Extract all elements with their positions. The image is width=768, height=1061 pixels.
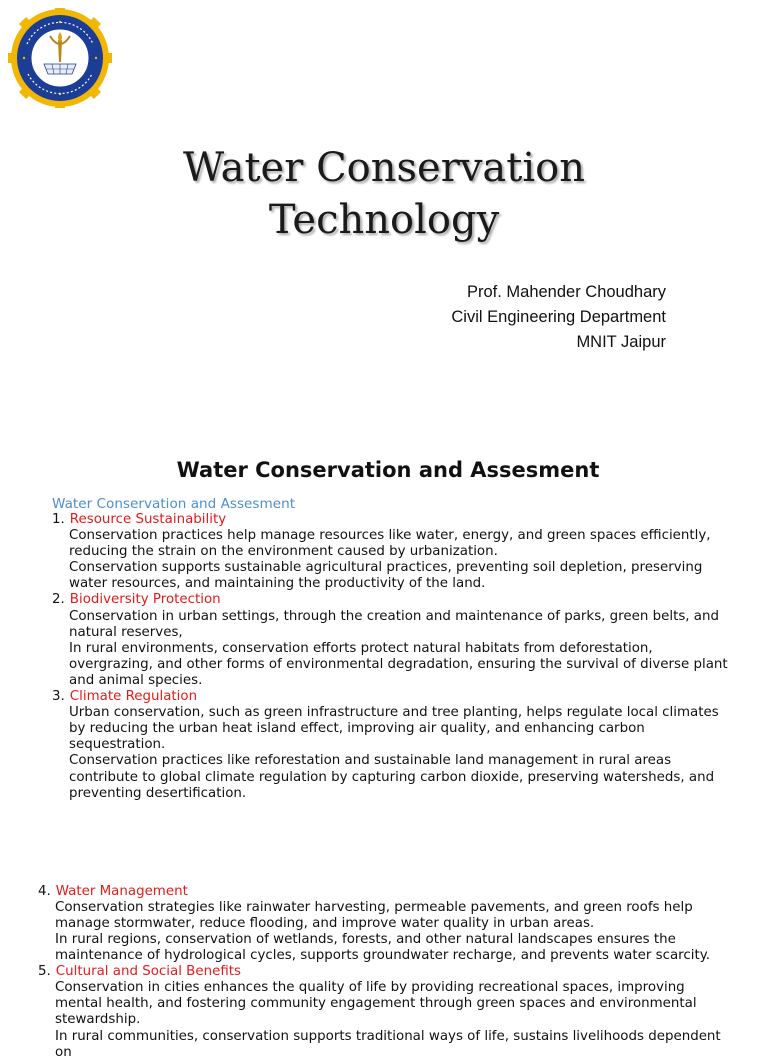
content-slide — [0, 450, 768, 1060]
list-item — [0, 592, 768, 689]
title-slide — [0, 0, 768, 450]
item-paragraph: Conservation supports sustainable agricultural practices, preventing soil depletion, preserving water resources, and maintaining the productivity of the land. — [69, 560, 703, 592]
content-list — [0, 512, 768, 1061]
item-label: Biodiversity Protection — [69, 592, 221, 608]
institute-logo — [8, 8, 112, 108]
item-paragraph: In rural regions, conservation of wetlands, forests, and other natural landscapes ensures the maintenance of hydrological cycles, supports groundwater recharge, and prevents water scarcity. — [55, 931, 710, 964]
item-label: Water Management — [55, 883, 188, 899]
item-paragraph: Conservation in cities enhances the quality of life by providing recreational spaces, improving mental health, and fostering community engagement through green spaces and environmental stewardship. — [55, 980, 697, 1028]
item-label: Cultural and Social Benefits — [55, 964, 241, 980]
section-header: Water Conservation and Assesment — [52, 496, 296, 512]
author-institute: MNIT Jaipur — [576, 333, 666, 351]
title-line-1: Water Conservation — [183, 145, 585, 191]
author-name: Prof. Mahender Choudhary — [466, 283, 666, 301]
presentation-title — [0, 142, 768, 246]
item-label: Resource Sustainability — [69, 512, 227, 527]
item-paragraph: Conservation in urban settings, through the creation and maintenance of parks, green belts, and natural reserves, — [69, 608, 720, 640]
item-paragraph: Conservation practices help manage resources like water, energy, and green spaces efficiently, reducing the strain on the environment caused by urbanization. — [69, 528, 711, 560]
list-item — [0, 964, 768, 1061]
item-number: 5. — [38, 964, 51, 980]
author-department: Civil Engineering Department — [451, 308, 666, 326]
item-paragraph: Urban conservation, such as green infrastructure and tree planting, helps regulate local climates by reducing the urban heat island effect, improving air quality, and enhancing carbon sequestration. — [69, 705, 719, 753]
list-item — [0, 512, 768, 592]
author-block — [451, 280, 666, 355]
item-number: 4. — [38, 883, 51, 899]
list-item — [0, 689, 768, 802]
item-paragraph: In rural environments, conservation efforts protect natural habitats from deforestation, overgrazing, and other forms of environmental degradation, ensuring the survival of diverse plant and animal species. — [69, 640, 728, 688]
list-item — [0, 884, 768, 964]
item-paragraph: Conservation strategies like rainwater harvesting, permeable pavements, and green roofs help manage stormwater, reduce flooding, and improve water quality in urban areas. — [55, 899, 693, 931]
slide-title: Water Conservation and Assesment — [176, 458, 600, 482]
item-label: Climate Regulation — [69, 689, 198, 705]
title-line-2: Technology — [268, 197, 500, 243]
item-paragraph: Conservation practices like reforestation and sustainable land management in rural areas contribute to global climate regulation by capturing carbon dioxide, preserving watersheds, and preventing desertification. — [69, 753, 715, 801]
item-paragraph: In rural communities, conservation supports traditional ways of life, sustains livelihoods dependent on — [55, 1028, 721, 1060]
institute-emblem-icon — [8, 8, 112, 108]
item-number: 3. — [52, 689, 65, 705]
item-number: 1. — [52, 512, 65, 527]
item-number: 2. — [52, 592, 65, 608]
